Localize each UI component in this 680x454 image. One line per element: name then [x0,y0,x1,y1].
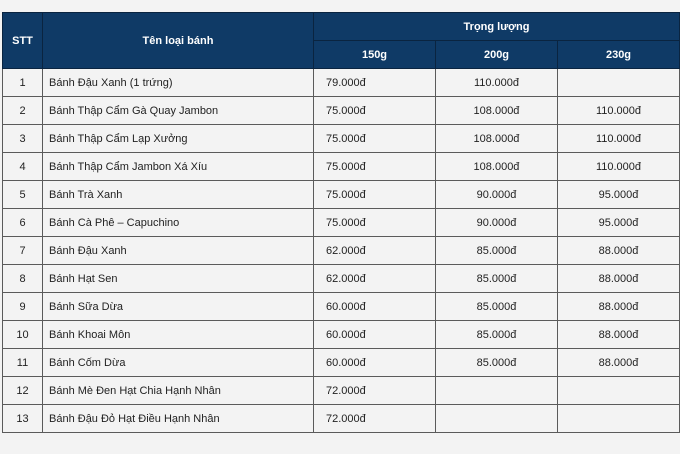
price-150g: 72.000đ [314,377,436,405]
row-number: 6 [3,209,43,237]
table-row [3,293,680,321]
price-150g: 62.000đ [314,237,436,265]
cake-name: Bánh Trà Xanh [43,181,314,209]
cake-name: Bánh Thập Cẩm Lạp Xưởng [43,125,314,153]
header-cake-name: Tên loại bánh [43,13,314,69]
price-230g: 88.000đ [558,293,680,321]
header-weight-group: Trọng lượng [314,13,680,41]
row-number: 4 [3,153,43,181]
table-row [3,181,680,209]
header-weight-230g: 230g [558,41,680,69]
price-150g: 72.000đ [314,405,436,433]
price-200g: 85.000đ [436,349,558,377]
cake-name: Bánh Đậu Đỏ Hạt Điều Hạnh Nhân [43,405,314,433]
row-number: 10 [3,321,43,349]
row-number: 11 [3,349,43,377]
row-number: 13 [3,405,43,433]
cake-name: Bánh Đậu Xanh (1 trứng) [43,69,314,97]
price-200g: 108.000đ [436,153,558,181]
row-number: 8 [3,265,43,293]
row-number: 5 [3,181,43,209]
price-230g [558,377,680,405]
cake-name: Bánh Cốm Dừa [43,349,314,377]
price-230g: 88.000đ [558,321,680,349]
price-150g: 79.000đ [314,69,436,97]
price-230g: 110.000đ [558,125,680,153]
row-number: 2 [3,97,43,125]
header-weight-150g: 150g [314,41,436,69]
table-row [3,349,680,377]
price-150g: 60.000đ [314,293,436,321]
cake-name: Bánh Đậu Xanh [43,237,314,265]
price-150g: 60.000đ [314,349,436,377]
price-200g: 85.000đ [436,321,558,349]
price-230g: 95.000đ [558,181,680,209]
header-stt: STT [3,13,43,69]
price-200g: 110.000đ [436,69,558,97]
price-200g: 85.000đ [436,237,558,265]
table-row [3,377,680,405]
price-150g: 75.000đ [314,125,436,153]
cake-name: Bánh Sữa Dừa [43,293,314,321]
cake-name: Bánh Mè Đen Hạt Chia Hạnh Nhân [43,377,314,405]
price-table-container [2,12,679,433]
cake-name: Bánh Cà Phê – Capuchino [43,209,314,237]
price-200g: 90.000đ [436,209,558,237]
price-150g: 62.000đ [314,265,436,293]
table-row [3,153,680,181]
price-200g [436,377,558,405]
row-number: 7 [3,237,43,265]
price-230g [558,69,680,97]
table-header [3,13,680,69]
price-200g: 90.000đ [436,181,558,209]
price-150g: 75.000đ [314,153,436,181]
price-230g: 110.000đ [558,97,680,125]
table-body [3,69,680,433]
table-row [3,125,680,153]
table-row [3,321,680,349]
table-row [3,265,680,293]
table-row [3,209,680,237]
price-200g [436,405,558,433]
price-200g: 108.000đ [436,125,558,153]
table-row [3,97,680,125]
row-number: 9 [3,293,43,321]
row-number: 1 [3,69,43,97]
cake-name: Bánh Khoai Môn [43,321,314,349]
row-number: 12 [3,377,43,405]
price-150g: 75.000đ [314,209,436,237]
price-150g: 75.000đ [314,181,436,209]
header-weight-200g: 200g [436,41,558,69]
table-row [3,405,680,433]
price-200g: 85.000đ [436,293,558,321]
row-number: 3 [3,125,43,153]
price-230g: 88.000đ [558,349,680,377]
price-230g: 88.000đ [558,265,680,293]
price-230g: 110.000đ [558,153,680,181]
price-230g [558,405,680,433]
cake-name: Bánh Hạt Sen [43,265,314,293]
table-row [3,237,680,265]
table-row [3,69,680,97]
price-150g: 75.000đ [314,97,436,125]
cake-name: Bánh Thập Cẩm Jambon Xá Xíu [43,153,314,181]
mooncake-price-table [2,12,680,433]
price-230g: 88.000đ [558,237,680,265]
price-200g: 85.000đ [436,265,558,293]
price-150g: 60.000đ [314,321,436,349]
cake-name: Bánh Thập Cẩm Gà Quay Jambon [43,97,314,125]
price-200g: 108.000đ [436,97,558,125]
price-230g: 95.000đ [558,209,680,237]
